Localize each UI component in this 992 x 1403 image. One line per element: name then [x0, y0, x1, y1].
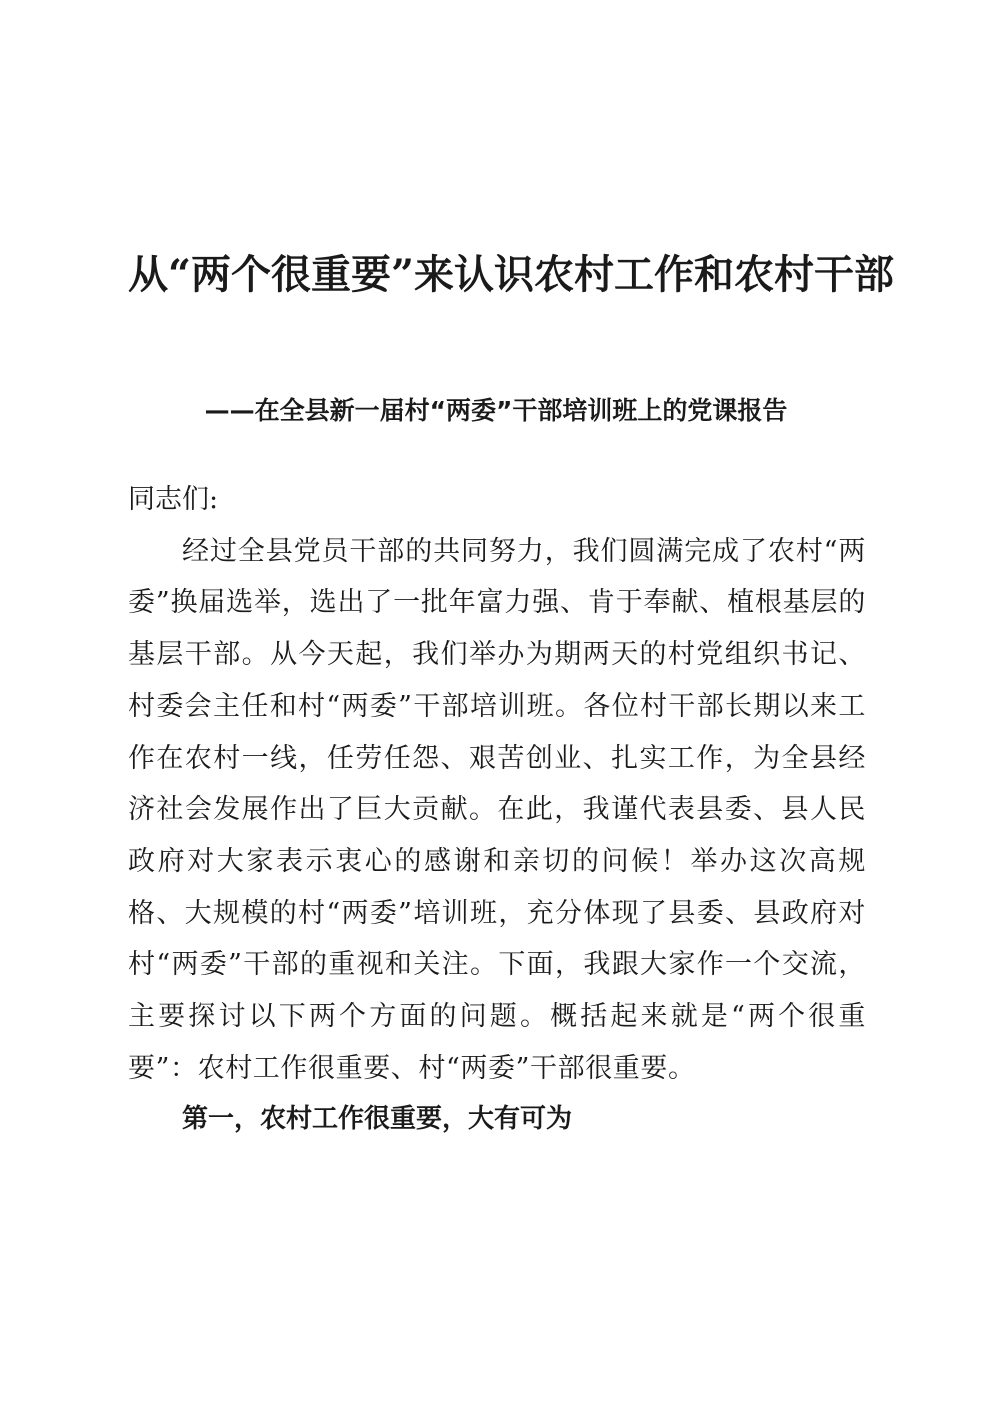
document-title: 从“两个很重要”来认识农村工作和农村干部 — [128, 250, 895, 298]
document-body — [128, 474, 866, 1146]
section-heading: 第一，农村工作很重要，大有可为 — [182, 1104, 573, 1135]
body-paragraph: 经过全县党员干部的共同努力，我们圆满完成了农村“两委”换届选举，选出了一批年富力强、肯于奉献、植根基层的基层干部。从今天起，我们举办为期两天的村党组织书记、村委会主任和村“两委”干部培训班。各位村干部长期以来工作在农村一线，任劳任怨、艰苦创业、扎实工作，为全县经济社会发展作出了巨大贡献。在此，我谨代表县委、县人民政府对大家表示衷心的感谢和亲切的问候！举办这次高规格、大规模的村“两委”培训班，充分体现了县委、县政府对村“两委”干部的重视和关注。下面，我跟大家作一个交流，主要探讨以下两个方面的问题。概括起来就是“两个很重要”：农村工作很重要、村“两委”干部很重要。 — [128, 535, 866, 1084]
document-subtitle: ——在全县新一届村“两委”干部培训班上的党课报告 — [204, 395, 788, 425]
salutation: 同志们: — [128, 484, 219, 515]
